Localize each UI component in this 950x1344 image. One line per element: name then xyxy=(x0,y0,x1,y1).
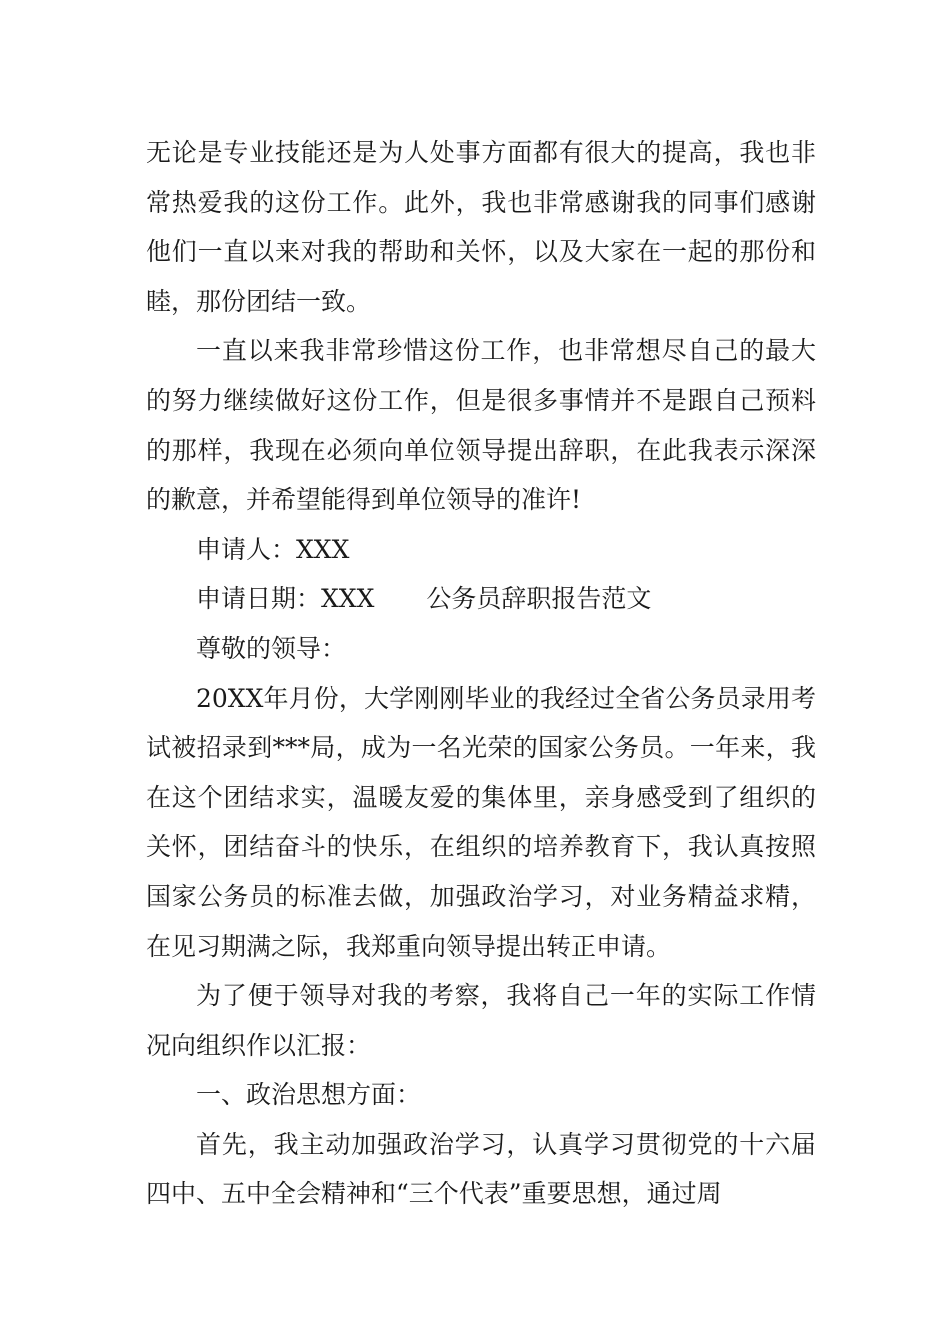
paragraph-3: 20XX年月份，大学刚刚毕业的我经过全省公务员录用考试被招录到***局，成为一名光荣的国家公务员。一年来，我在这个团结求实，温暖友爱的集体里，亲身感受到了组织的关怀，团结奋斗的快乐，在组织的培养教育下，我认真按照国家公务员的标准去做，加强政治学习，对业务精益求精，在见习期满之际，我郑重向领导提出转正申请。 xyxy=(146,683,816,961)
inline-title: 公务员辞职报告范文 xyxy=(426,584,652,614)
section-heading: 一、政治思想方面： xyxy=(196,1080,422,1110)
application-date: 申请日期：XXX xyxy=(196,584,375,614)
document-body xyxy=(146,128,816,1219)
salutation: 尊敬的领导： xyxy=(196,633,347,663)
paragraph-2: 一直以来我非常珍惜这份工作，也非常想尽自己的最大的努力继续做好这份工作，但是很多事情并不是跟自己预料的那样，我现在必须向单位领导提出辞职，在此我表示深深的歉意，并希望能得到单位领导的准许! xyxy=(146,336,816,515)
applicant-line: 申请人：XXX xyxy=(196,534,350,564)
paragraph-4: 为了便于领导对我的考察，我将自己一年的实际工作情况向组织作以汇报： xyxy=(146,981,816,1060)
paragraph-5: 首先，我主动加强政治学习，认真学习贯彻党的十六届四中、五中全会精神和“三个代表”重要思想，通过周 xyxy=(146,1129,816,1209)
application-date-line xyxy=(146,574,816,624)
paragraph-1: 无论是专业技能还是为人处事方面都有很大的提高，我也非常热爱我的这份工作。此外，我也非常感谢我的同事们感谢他们一直以来对我的帮助和关怀，以及大家在一起的那份和睦，那份团结一致。 xyxy=(146,138,816,316)
